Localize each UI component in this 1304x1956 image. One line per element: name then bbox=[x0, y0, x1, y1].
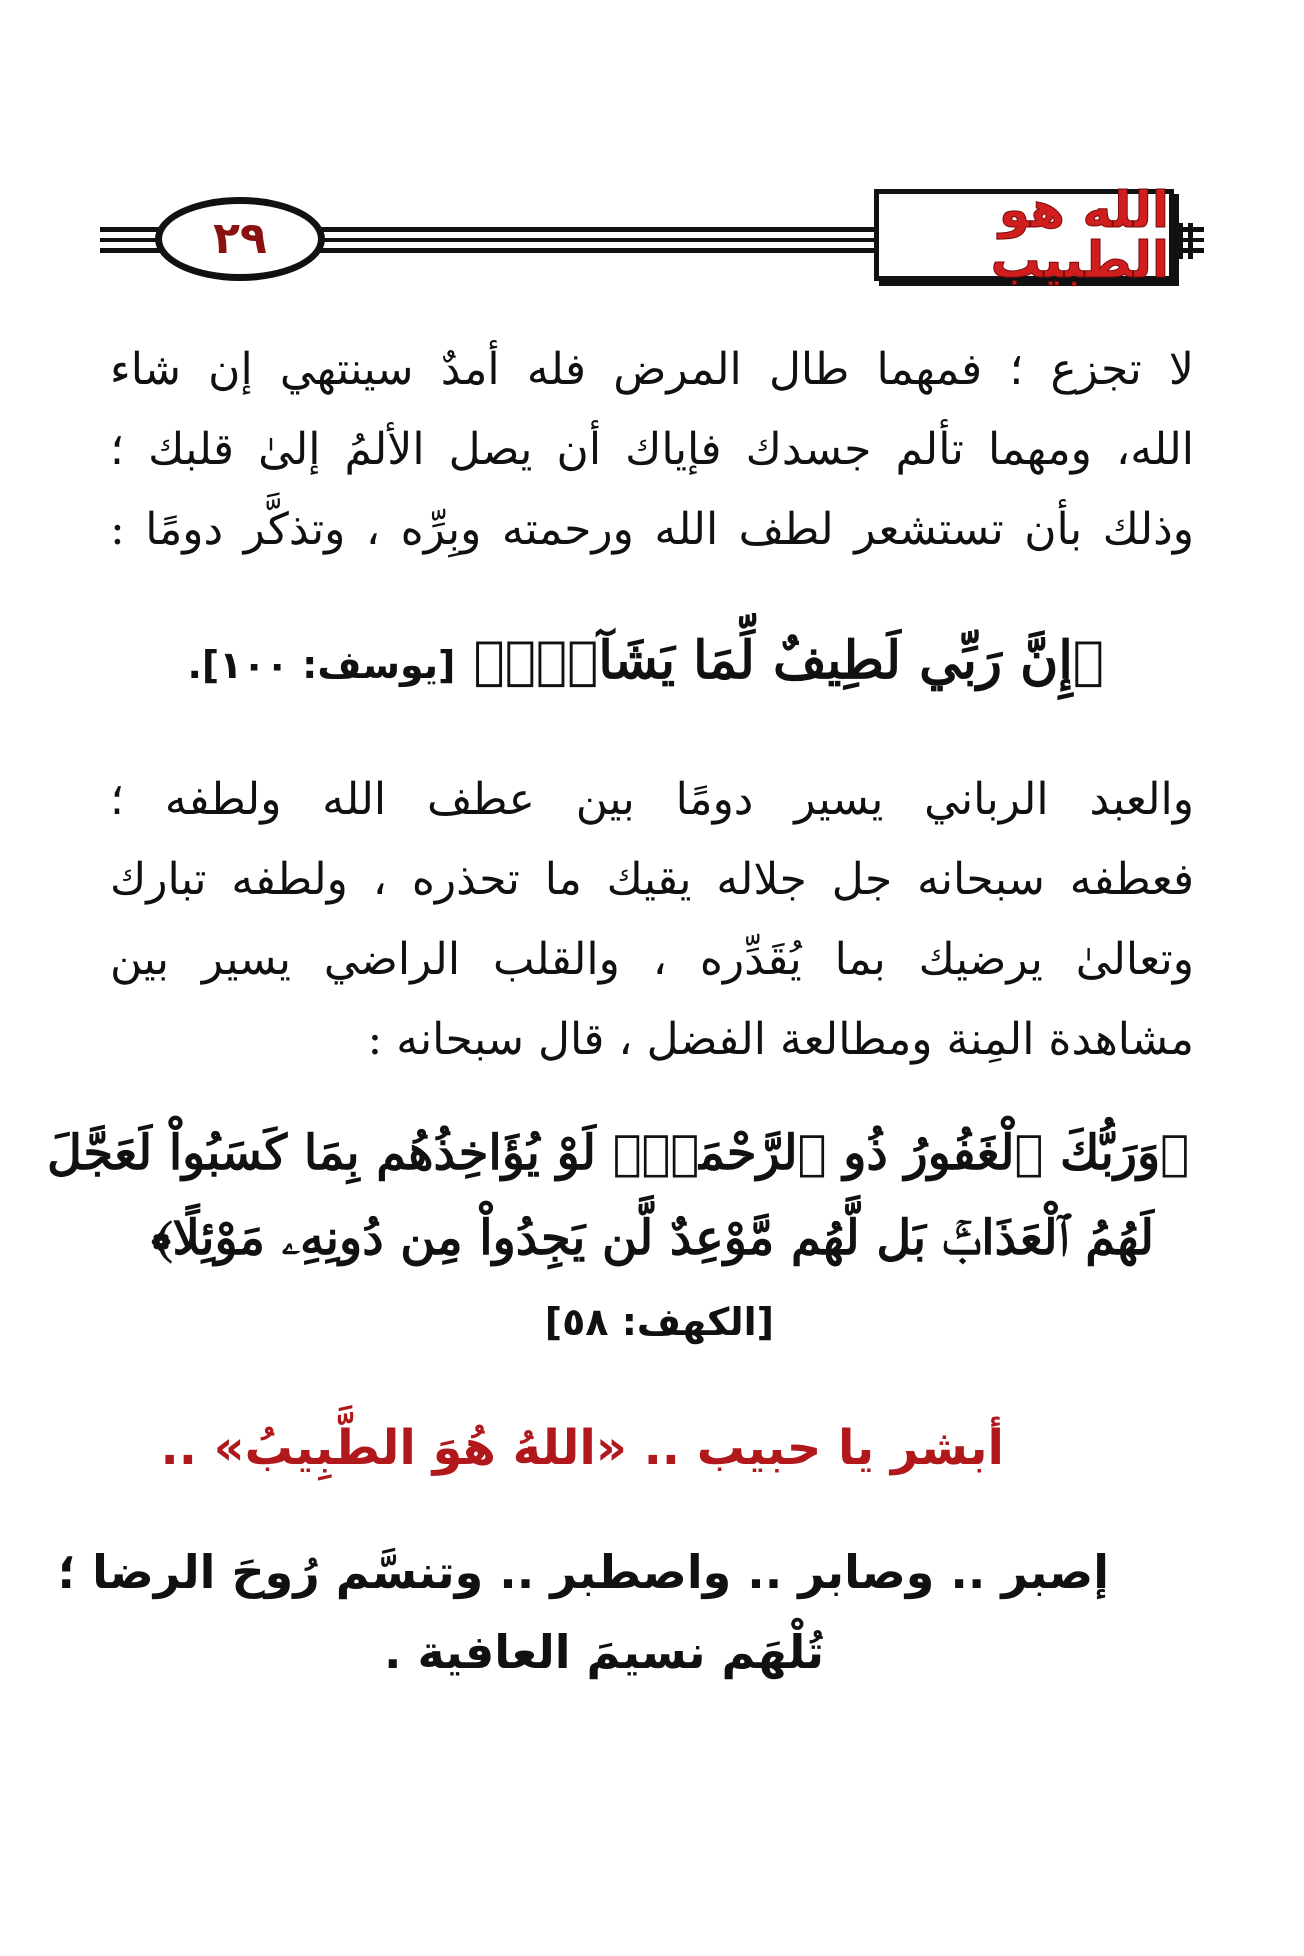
closing-text: تُلْهَم نسيمَ العافية . bbox=[383, 1625, 824, 1679]
page-number-oval bbox=[155, 197, 325, 281]
verse-text: لَهُمُ ٱلْعَذَابَۚ بَل لَّهُم مَّوْعِدٌ لَّن يَجِدُواْ مِن دُونِهِۦ مَوْئِلًا﴾ bbox=[151, 1210, 1154, 1266]
verse-text: ﴿وَرَبُّكَ ٱلْغَفُورُ ذُو ٱلرَّحْمَةِۖ لَوْ يُؤَاخِذُهُم بِمَا كَسَبُواْ لَعَجَّلَ bbox=[47, 1125, 1189, 1181]
quran-verse-2-line-2 bbox=[151, 1210, 1154, 1267]
red-heading bbox=[160, 1420, 1004, 1476]
verse-reference: [الكهف: ٥٨] bbox=[544, 1300, 774, 1344]
paragraph-line: فعطفه سبحانه جل جلاله يقيك ما تحذره ، ولطفه تبارك bbox=[110, 854, 1194, 905]
verse-2-reference bbox=[545, 1300, 774, 1344]
header-end-ornament bbox=[1174, 223, 1204, 259]
verse-reference: [يوسف: ١٠٠]. bbox=[187, 643, 456, 687]
paragraph-2 bbox=[110, 760, 1194, 1080]
paragraph-1 bbox=[110, 330, 1194, 570]
closing-line-2 bbox=[384, 1625, 824, 1679]
quran-verse-2-line-1 bbox=[47, 1125, 1189, 1181]
page-header bbox=[100, 181, 1204, 295]
running-title: الله هو الطبيب bbox=[990, 181, 1169, 289]
paragraph-line: والعبد الرباني يسير دومًا بين عطف الله ولطفه ؛ bbox=[110, 774, 1194, 825]
paragraph-line: وتعالىٰ يرضيك بما يُقَدِّره ، والقلب الراضي يسير بين bbox=[110, 934, 1194, 985]
paragraph-line: الله، ومهما تألم جسدك فإياك أن يصل الألمُ إلىٰ قلبك ؛ bbox=[110, 424, 1194, 475]
heading-text: أبشر يا حبيب .. «اللهُ هُوَ الطَّبِيبُ» .. bbox=[160, 1420, 1004, 1476]
paragraph-line: لا تجزع ؛ فمهما طال المرض فله أمدٌ سينتهي إن شاء bbox=[110, 344, 1194, 395]
quran-verse-1 bbox=[187, 630, 1104, 691]
running-title-box bbox=[874, 181, 1174, 289]
closing-line-1 bbox=[58, 1545, 1109, 1599]
paragraph-line: مشاهدة المِنة ومطالعة الفضل ، قال سبحانه : bbox=[367, 1014, 1194, 1065]
page-number: ٢٩ bbox=[213, 213, 267, 264]
paragraph-line: وذلك بأن تستشعر لطف الله ورحمته وبِرِّه ، وتذكَّر دومًا : bbox=[110, 504, 1194, 555]
verse-text: ﴿إِنَّ رَبِّي لَطِيفٌ لِّمَا يَشَآءُۚ﴾ bbox=[473, 630, 1104, 691]
closing-text: إصبر .. وصابر .. واصطبر .. وتنسَّم رُوحَ الرضا ؛ bbox=[57, 1545, 1109, 1599]
